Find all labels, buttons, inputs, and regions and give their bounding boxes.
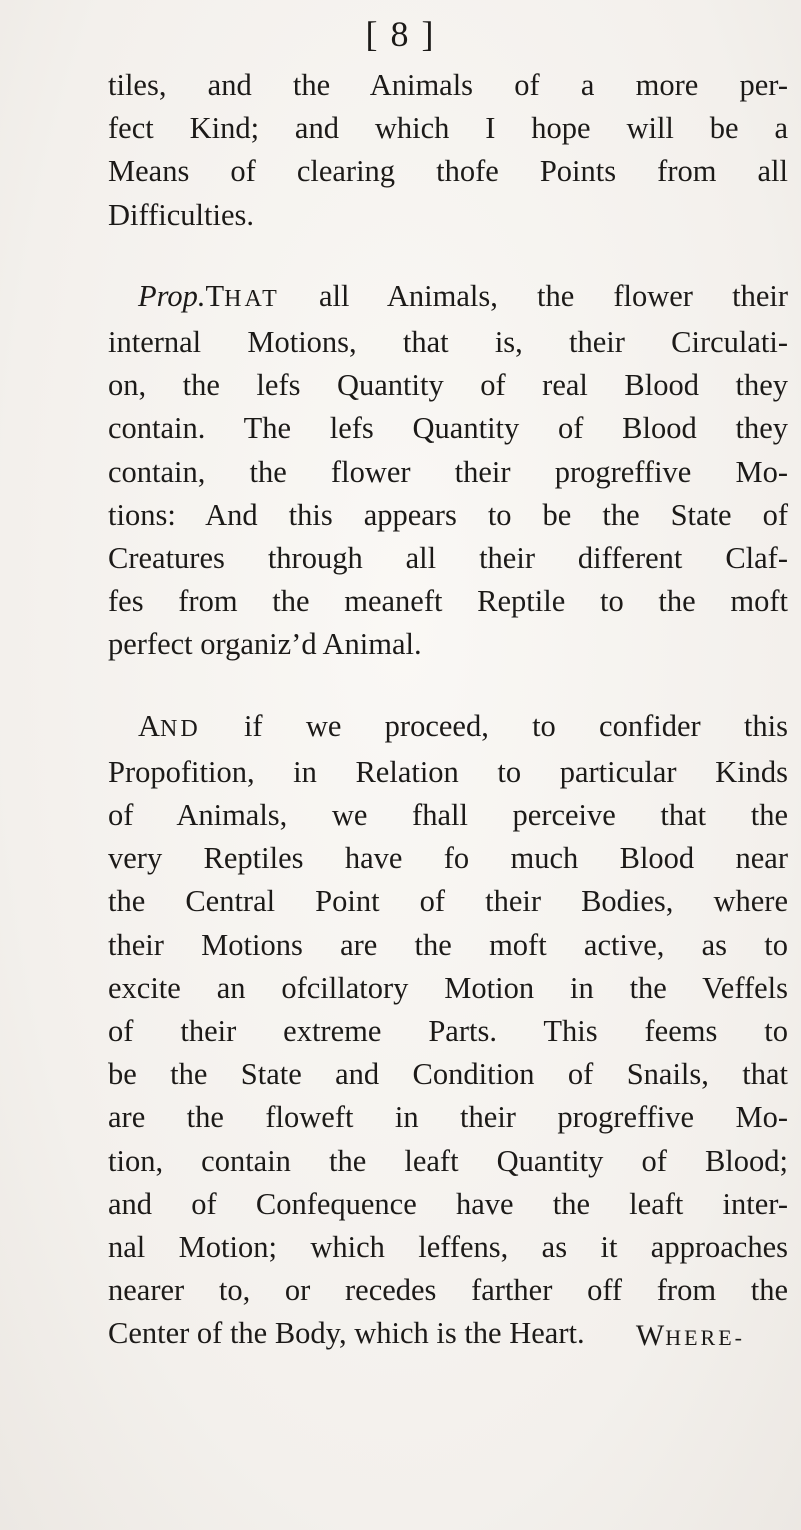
text-line: on, the lefs Quantity of real Blood they	[108, 368, 788, 403]
catchword-initial: W	[635, 1319, 666, 1352]
first-word-initial: A	[138, 708, 161, 743]
catchword	[0, 1316, 745, 1358]
first-word-smallcaps: HAT	[224, 285, 280, 312]
first-word-initial: T	[205, 278, 225, 313]
text-line: internal Motions, that is, their Circulati-	[108, 325, 788, 360]
paragraph-gap	[108, 667, 788, 705]
prop-label: Prop.	[138, 278, 206, 313]
catchword-smallcaps: HERE-	[665, 1325, 745, 1350]
text-line: fes from the meaneft Reptile to the moft	[108, 584, 788, 619]
first-word-smallcaps: ND	[160, 715, 201, 742]
paragraph-1	[108, 64, 788, 237]
paragraph-gap	[108, 237, 788, 275]
text-line: contain. The lefs Quantity of Blood they	[108, 411, 788, 446]
first-line-rest: if we proceed, to confider this	[200, 708, 788, 743]
text-line	[108, 275, 788, 321]
text-line: excite an ofcillatory Motion in the Veffels	[108, 970, 788, 1005]
text-line: and of Confequence have the leaft inter-	[108, 1186, 788, 1221]
text-line: tion, contain the leaft Quantity of Blood;	[108, 1143, 788, 1178]
text-line: Means of clearing thofe Points from all	[108, 154, 788, 189]
text-line: of Animals, we fhall perceive that the	[108, 798, 788, 833]
text-line: tiles, and the Animals of a more per-	[108, 68, 788, 102]
text-line: Creatures through all their different Claf-	[108, 541, 788, 576]
text-line: are the floweft in their progreffive Mo-	[108, 1100, 788, 1135]
text-line: of their extreme Parts. This feems to	[108, 1014, 788, 1049]
text-line: the Central Point of their Bodies, where	[108, 884, 788, 919]
text-line: fect Kind; and which I hope will be a	[108, 111, 788, 146]
body-text	[108, 64, 788, 1356]
paragraph-3	[108, 705, 788, 1356]
text-line	[108, 705, 788, 751]
text-line: tions: And this appears to be the State of	[108, 497, 788, 532]
text-line: perfect organiz’d Animal.	[108, 627, 422, 662]
text-line: Center of the Body, which is the Heart.	[108, 1316, 585, 1351]
text-line: their Motions are the moft active, as to	[108, 927, 788, 962]
text-line: be the State and Condition of Snails, that	[108, 1057, 788, 1092]
text-line: Propofition, in Relation to particular Kinds	[108, 754, 788, 789]
text-line: nal Motion; which leffens, as it approaches	[108, 1230, 788, 1265]
text-line: very Reptiles have fo much Blood near	[108, 841, 788, 876]
first-line-rest: all Animals, the flower their	[279, 278, 788, 313]
text-line: contain, the flower their progreffive Mo-	[108, 454, 788, 489]
text-line: nearer to, or recedes farther off from the	[108, 1273, 788, 1308]
text-line: Difficulties.	[108, 197, 254, 232]
paragraph-2	[108, 275, 788, 667]
page-number: [ 8 ]	[365, 14, 436, 54]
